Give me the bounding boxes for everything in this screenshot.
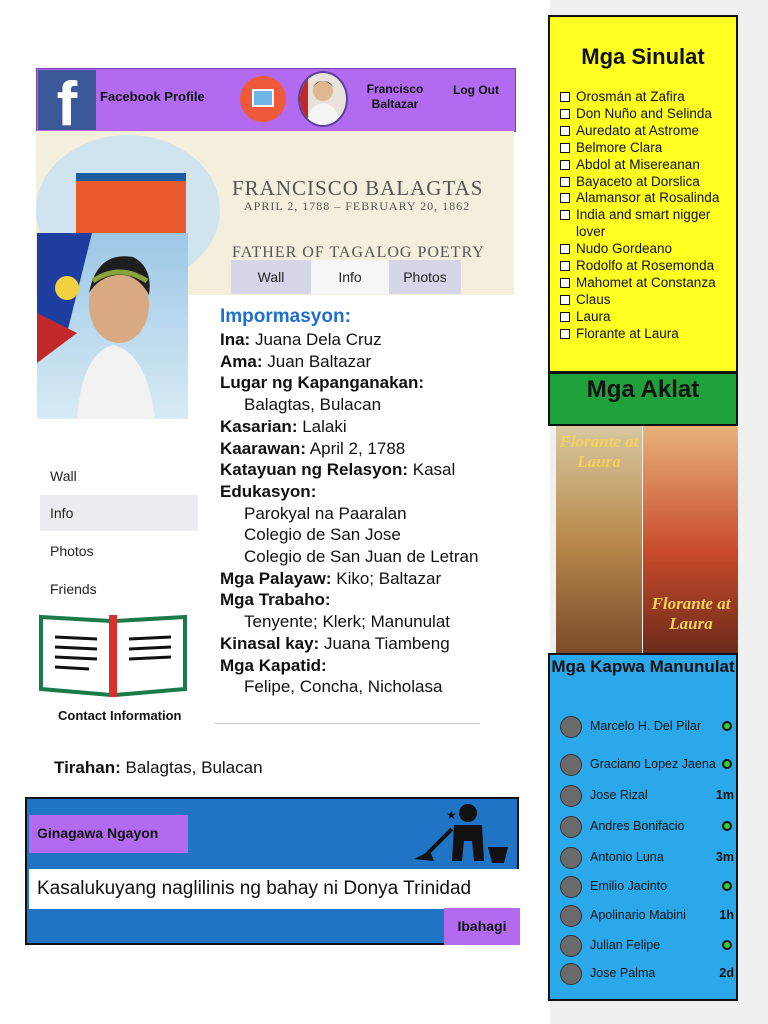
avatar <box>560 847 582 869</box>
cover-title: FRANCISCO BALAGTAS <box>232 176 484 200</box>
info-label: Mga Kapatid: <box>220 655 327 675</box>
friend-name: Marcelo H. Del Pilar <box>590 719 702 733</box>
info-label: Lugar ng Kapanganakan: <box>220 373 425 393</box>
friend-name: Jose Palma <box>590 966 656 980</box>
friend-row[interactable] <box>560 783 736 809</box>
friend-name: Julian Felipe <box>590 938 661 952</box>
info-value: Juana Dela Cruz <box>254 330 382 349</box>
share-button[interactable]: Ibahagi <box>444 908 520 945</box>
list-item[interactable]: Florante at Laura <box>558 326 733 343</box>
list-item[interactable]: Auredato at Astrome <box>558 123 733 140</box>
avatar <box>560 716 582 738</box>
info-label: Ina: <box>220 330 251 349</box>
info-label: Edukasyon: <box>220 481 317 501</box>
info-row <box>220 546 540 568</box>
last-active-time: 3m <box>715 850 734 864</box>
info-label: Ama: <box>220 351 263 371</box>
list-item[interactable]: Alamansor at Rosalinda <box>558 190 733 207</box>
friend-name: Graciano Lopez Jaena <box>590 757 716 771</box>
friend-row[interactable] <box>560 903 736 929</box>
friend-name: Antonio Luna <box>590 850 664 864</box>
info-row <box>220 416 540 438</box>
facebook-logo-icon[interactable]: f <box>38 70 96 130</box>
book-cover[interactable] <box>643 426 738 656</box>
info-value: Kasal <box>412 460 456 480</box>
avatar[interactable] <box>298 71 348 127</box>
friend-row[interactable] <box>560 752 736 778</box>
book-cover[interactable] <box>556 426 642 656</box>
friend-row[interactable] <box>560 933 736 959</box>
book-title: Florante at Laura <box>559 432 639 471</box>
friend-name: Jose Rizal <box>590 788 648 802</box>
info-heading: Impormasyon: <box>220 306 351 327</box>
status-label: Ginagawa Ngayon <box>37 825 159 841</box>
list-item[interactable]: Nudo Gordeano <box>558 241 733 258</box>
info-value: Colegio de San Jose <box>244 525 401 545</box>
info-row <box>220 568 540 590</box>
info-value: Parokyal na Paaralan <box>244 503 407 523</box>
info-value: Juana Tiambeng <box>323 633 450 653</box>
last-active-time: 2d <box>719 966 734 980</box>
user-name-link[interactable]: Francisco Baltazar <box>366 82 424 111</box>
info-label: Kinasal kay: <box>220 633 320 653</box>
info-value: Balagtas, Bulacan <box>244 395 382 415</box>
avatar <box>560 816 582 838</box>
open-book-icon[interactable] <box>37 611 189 697</box>
info-row <box>220 438 540 460</box>
info-row <box>220 503 540 525</box>
friend-row[interactable] <box>560 961 736 987</box>
info-value: Kiko; Baltazar <box>336 568 442 588</box>
list-item[interactable]: Orosmán at Zafira <box>558 89 733 106</box>
info-row <box>220 351 540 373</box>
tab-info[interactable]: Info <box>311 260 389 294</box>
info-row <box>220 394 540 416</box>
list-item[interactable]: Rodolfo at Rosemonda <box>558 258 733 275</box>
friend-name: Andres Bonifacio <box>590 819 685 833</box>
cover-subtitle: FATHER OF TAGALOG POETRY <box>232 244 485 258</box>
friend-row[interactable] <box>560 874 736 900</box>
friend-row[interactable] <box>560 714 736 740</box>
list-item[interactable]: Belmore Clara <box>558 140 733 157</box>
info-row <box>220 676 540 698</box>
tab-wall[interactable]: Wall <box>231 260 311 294</box>
sidebar-item-photos[interactable]: Photos <box>50 543 94 559</box>
friend-row[interactable] <box>560 845 736 871</box>
info-label: Mga Trabaho: <box>220 590 331 610</box>
info-list <box>220 329 540 698</box>
info-label: Kaarawan: <box>220 438 306 458</box>
online-status-icon <box>722 940 732 950</box>
info-row <box>220 611 540 633</box>
tab-photos[interactable]: Photos <box>389 260 461 294</box>
sidebar-item-wall[interactable]: Wall <box>50 468 77 484</box>
online-status-icon <box>722 759 732 769</box>
friend-name: Apolinario Mabini <box>590 908 686 922</box>
friend-name: Emilio Jacinto <box>590 879 668 893</box>
writings-list <box>558 89 733 343</box>
contact-information-link[interactable]: Contact Information <box>58 708 182 723</box>
books-title: Mga Aklat <box>586 376 700 403</box>
avatar <box>560 754 582 776</box>
info-value: April 2, 1788 <box>309 438 406 458</box>
status-text: Kasalukuyang naglilinis ng bahay ni Donya Trinidad <box>37 878 472 899</box>
list-item[interactable]: Mahomet at Constanza <box>558 275 733 292</box>
info-row <box>220 372 540 394</box>
logout-button[interactable]: Log Out <box>453 83 499 97</box>
facebook-profile-label[interactable]: Facebook Profile <box>100 89 205 104</box>
list-item[interactable]: Don Nuño and Selinda <box>558 106 733 123</box>
info-label: Katayuan ng Relasyon: <box>220 460 408 480</box>
avatar <box>560 963 582 985</box>
info-label: Mga Palayaw: <box>220 568 332 588</box>
writings-title: Mga Sinulat <box>581 44 705 69</box>
list-item[interactable]: Laura <box>558 309 733 326</box>
online-status-icon <box>722 721 732 731</box>
info-row <box>220 459 540 481</box>
address-value: Balagtas, Bulacan <box>125 758 263 777</box>
info-row <box>220 589 540 611</box>
info-value: Tenyente; Klerk; Manunulat <box>244 612 451 632</box>
divider <box>214 723 480 724</box>
online-status-icon <box>722 881 732 891</box>
friend-row[interactable] <box>560 814 736 840</box>
list-item[interactable]: India and smart nigger lover <box>558 207 733 241</box>
info-label: Kasarian: <box>220 416 298 436</box>
svg-text:★: ★ <box>446 808 457 822</box>
list-item[interactable]: Bayaceto at Dorslica <box>558 174 733 191</box>
last-active-time: 1h <box>719 908 734 922</box>
avatar <box>560 876 582 898</box>
info-row <box>220 633 540 655</box>
info-row <box>220 329 540 351</box>
list-item[interactable]: Abdol at Misereanan <box>558 157 733 174</box>
book-title: Florante at Laura <box>651 594 731 633</box>
avatar <box>560 935 582 957</box>
cover-dates: APRIL 2, 1788 – FEBRUARY 20, 1862 <box>244 199 471 213</box>
sidebar-item-info[interactable]: Info <box>40 495 198 531</box>
cleaning-icon <box>412 803 516 867</box>
info-value: Colegio de San Juan de Letran <box>244 547 479 567</box>
info-value: Juan Baltazar <box>267 351 372 371</box>
list-item[interactable]: Claus <box>558 292 733 309</box>
online-status-icon <box>722 821 732 831</box>
image-icon[interactable] <box>240 76 286 122</box>
info-value: Lalaki <box>302 416 347 436</box>
friends-title: Mga Kapwa Manunulat <box>551 657 735 676</box>
info-row <box>220 481 540 503</box>
address-label: Tirahan: <box>54 758 121 777</box>
info-row <box>220 524 540 546</box>
avatar <box>560 785 582 807</box>
avatar <box>560 905 582 927</box>
address-row <box>54 758 263 778</box>
profile-picture[interactable] <box>37 233 188 419</box>
info-row <box>220 655 540 677</box>
info-value: Felipe, Concha, Nicholasa <box>244 677 443 697</box>
last-active-time: 1m <box>715 788 734 802</box>
sidebar-item-friends[interactable]: Friends <box>50 581 97 597</box>
